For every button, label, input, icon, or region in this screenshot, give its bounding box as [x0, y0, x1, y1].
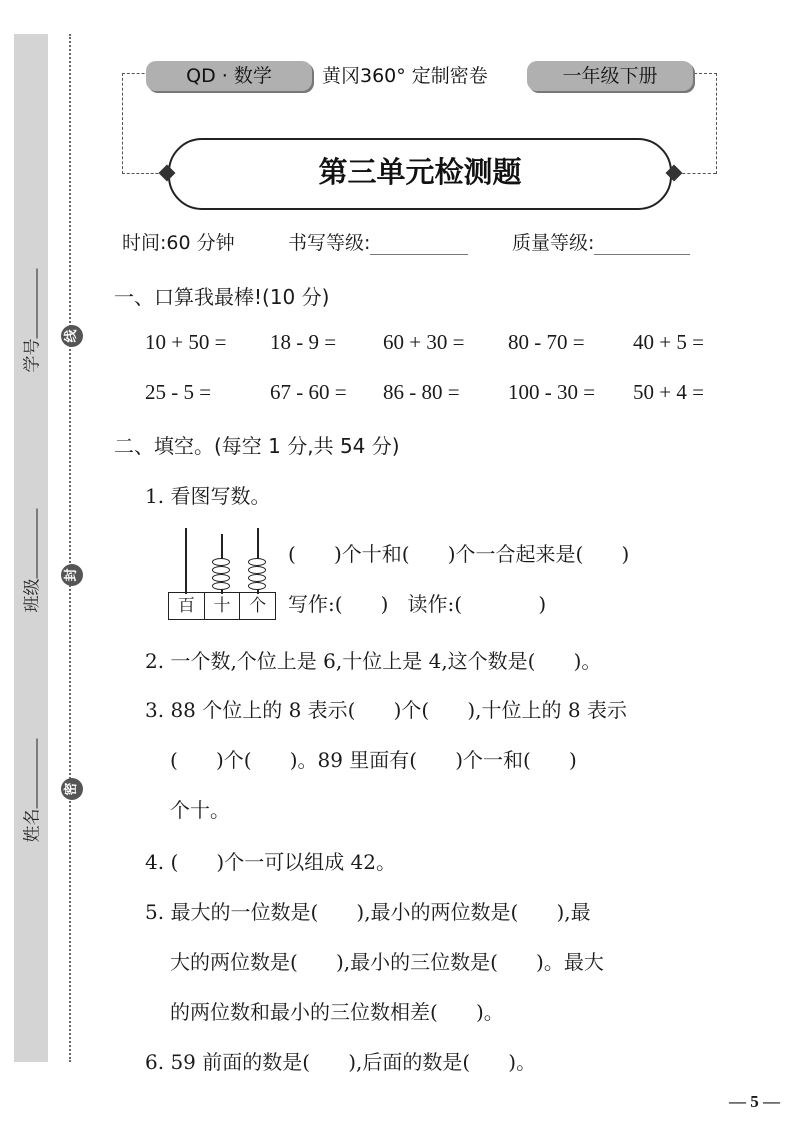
quality-grade-blank[interactable]	[594, 234, 690, 255]
q3-line3: 个十。	[170, 798, 230, 822]
writing-grade-label: 书写等级:	[288, 232, 371, 254]
equation: 86 - 80 =	[383, 380, 460, 404]
quality-grade-label: 质量等级:	[512, 232, 595, 254]
cut-line	[69, 34, 71, 1062]
abacus-rod-hundreds	[185, 528, 187, 594]
mark-seal: 封	[61, 564, 83, 586]
mark-line: 线	[61, 325, 83, 347]
abacus-bead	[248, 558, 266, 566]
q5-line1: 5. 最大的一位数是( ),最小的两位数是( ),最	[145, 900, 591, 924]
equation: 50 + 4 =	[633, 380, 704, 404]
equation: 40 + 5 =	[633, 330, 704, 354]
equation: 60 + 30 =	[383, 330, 465, 354]
equation: 80 - 70 =	[508, 330, 585, 354]
abacus-bead	[248, 566, 266, 574]
equation: 25 - 5 =	[145, 380, 212, 404]
student-no-label: 学号	[22, 338, 43, 373]
student-no-blank	[27, 269, 38, 339]
unit-title: 第三单元检测题	[318, 155, 522, 189]
quality-grade-field	[512, 228, 690, 255]
header-dash-right	[694, 73, 717, 174]
exam-time: 时间:60 分钟	[122, 232, 235, 254]
writing-grade-field	[288, 228, 468, 255]
class-label: 班级	[22, 578, 43, 613]
abacus-label-tens: 十	[205, 593, 241, 619]
header-series: 黄冈360° 定制密卷	[322, 65, 488, 87]
abacus-bead	[248, 582, 266, 590]
writing-grade-blank[interactable]	[370, 234, 468, 255]
mark-dense: 密	[61, 778, 83, 800]
q1-title: 1. 看图写数。	[145, 484, 271, 508]
name-label: 姓名	[22, 808, 43, 843]
class-blank	[27, 509, 38, 579]
abacus-bead	[212, 582, 230, 590]
name-field	[18, 723, 43, 843]
abacus-figure	[168, 528, 276, 620]
q1-line2: 写作:( ) 读作:( )	[288, 592, 547, 616]
q4: 4. ( )个一可以组成 42。	[145, 850, 396, 874]
q2: 2. 一个数,个位上是 6,十位上是 4,这个数是( )。	[145, 649, 602, 673]
abacus-label-hundreds: 百	[169, 593, 205, 619]
equation: 10 + 50 =	[145, 330, 227, 354]
equation: 18 - 9 =	[270, 330, 337, 354]
abacus-bead	[212, 574, 230, 582]
equation: 100 - 30 =	[508, 380, 596, 404]
q3-line2: ( )个( )。89 里面有( )个一和( )	[170, 748, 577, 772]
class-field	[18, 493, 43, 613]
header-subject-pill: QD · 数学	[146, 61, 312, 91]
section1-heading: 一、口算我最棒!(10 分)	[114, 285, 330, 309]
section2-heading: 二、填空。(每空 1 分,共 54 分)	[114, 434, 400, 458]
abacus-bead	[212, 558, 230, 566]
abacus-base	[168, 592, 276, 620]
header-grade-pill: 一年级下册	[527, 61, 693, 91]
equation: 67 - 60 =	[270, 380, 347, 404]
abacus-bead	[212, 566, 230, 574]
q1-line1: ( )个十和( )个一合起来是( )	[288, 542, 630, 566]
q5-line3: 的两位数和最小的三位数相差( )。	[170, 1000, 504, 1024]
page-number: — 5 —	[729, 1092, 780, 1111]
q3-line1: 3. 88 个位上的 8 表示( )个( ),十位上的 8 表示	[145, 698, 627, 722]
abacus-bead	[248, 574, 266, 582]
q6: 6. 59 前面的数是( ),后面的数是( )。	[145, 1050, 537, 1074]
name-blank	[27, 739, 38, 809]
student-no-field	[18, 253, 43, 373]
abacus-label-ones: 个	[249, 596, 267, 616]
q5-line2: 大的两位数是( ),最小的三位数是( )。最大	[170, 950, 604, 974]
